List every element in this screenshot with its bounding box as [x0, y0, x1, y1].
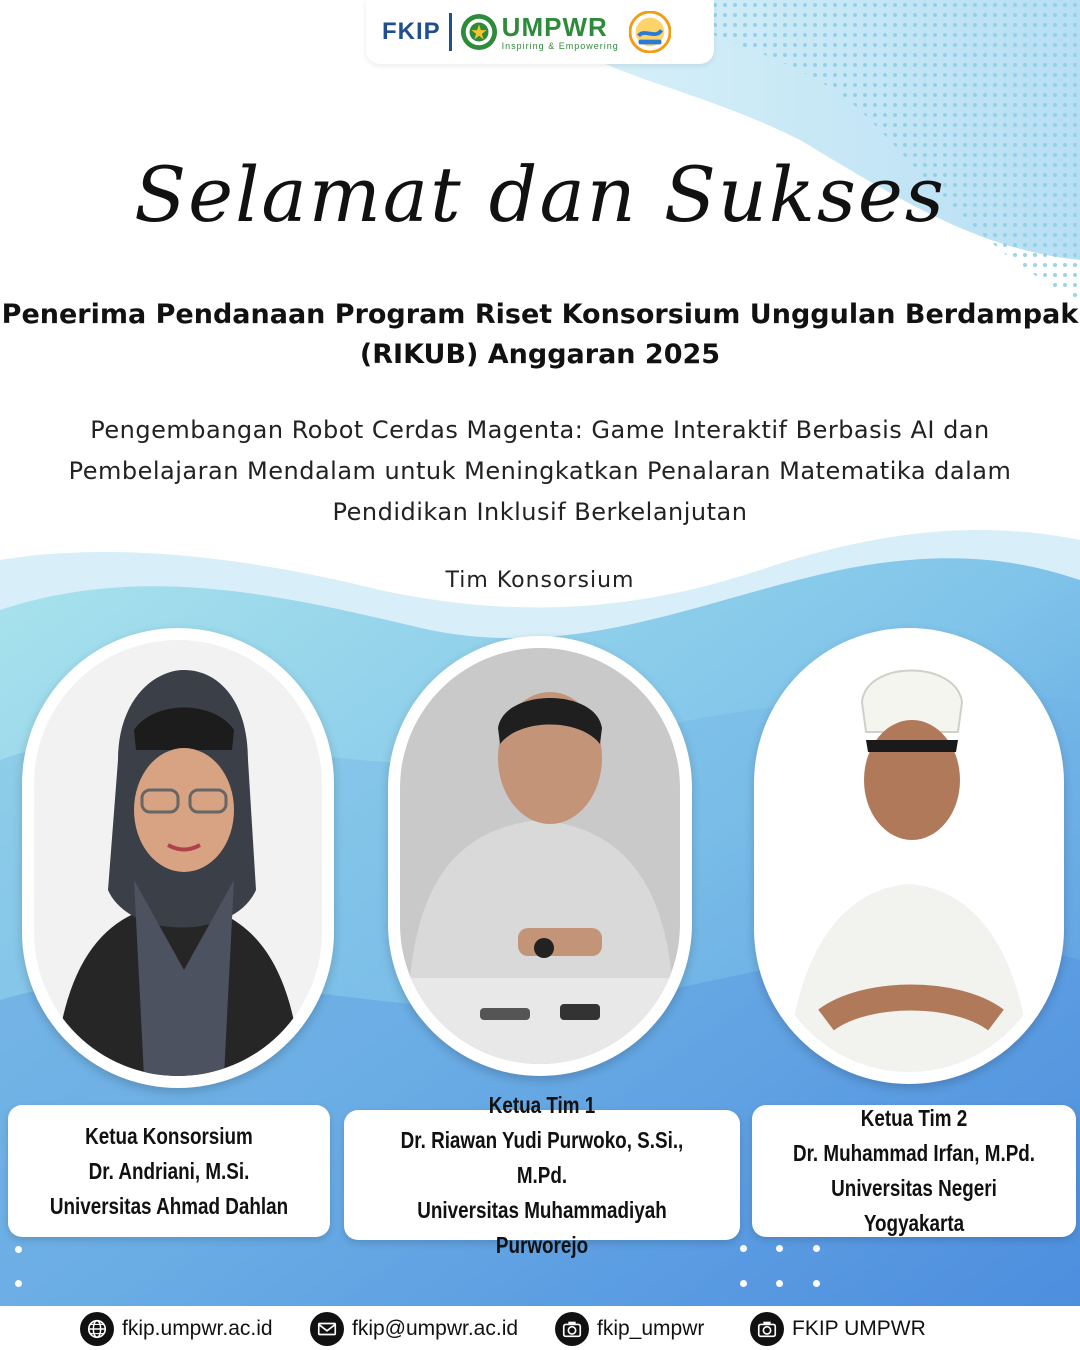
- research-title-line-3: Pendidikan Inklusif Berkelanjutan: [332, 498, 748, 526]
- footer-email[interactable]: [310, 1312, 518, 1346]
- diktisaintek-badge-icon: [629, 11, 671, 53]
- footer-instagram[interactable]: [555, 1312, 704, 1346]
- umpwr-logo-tagline: Inspiring & Empowering: [501, 40, 619, 51]
- decor-dot: [776, 1280, 783, 1287]
- umpwr-logo: [501, 11, 619, 51]
- headline-line-2: (RIKUB) Anggaran 2025: [359, 339, 721, 370]
- member-card-1: [8, 1105, 330, 1237]
- umpwr-logo-name: UMPWR: [501, 11, 608, 42]
- headline-line-1: Penerima Pendanaan Program Riset Konsorsium Unggulan Berdampak: [1, 299, 1079, 330]
- research-title-line-1: Pengembangan Robot Cerdas Magenta: Game Interaktif Berbasis AI dan: [90, 416, 990, 444]
- decor-dot: [813, 1245, 820, 1252]
- member-1-institution: Universitas Ahmad Dahlan: [49, 1192, 289, 1219]
- member-3-institution: Universitas Negeri Yogyakarta: [831, 1175, 997, 1236]
- portrait-irfan-image: [766, 640, 1052, 1072]
- member-card-3: [752, 1105, 1076, 1237]
- decor-dot: [15, 1246, 22, 1253]
- footer-instagram-text: fkip_umpwr: [597, 1317, 705, 1340]
- globe-icon: [80, 1312, 114, 1346]
- member-3-role: Ketua Tim 2: [860, 1105, 968, 1131]
- member-1-role: Ketua Konsorsium: [85, 1122, 253, 1149]
- footer-website[interactable]: [80, 1312, 273, 1346]
- portrait-andriani-image: [34, 640, 322, 1076]
- envelope-icon: [310, 1312, 344, 1346]
- decor-dot: [813, 1280, 820, 1287]
- member-2-institution: Universitas Muhammadiyah Purworejo: [417, 1196, 667, 1258]
- umpwr-seal-icon: [460, 13, 498, 51]
- fkip-logo-text: FKIP: [382, 18, 441, 45]
- member-2-role: Ketua Tim 1: [488, 1091, 596, 1118]
- greeting-title: Selamat dan Sukses: [134, 150, 946, 239]
- footer-social-text: FKIP UMPWR: [792, 1317, 926, 1340]
- decor-dot: [740, 1280, 747, 1287]
- camera-icon: [750, 1312, 784, 1346]
- member-3-name: Dr. Muhammad Irfan, M.Pd.: [792, 1140, 1036, 1166]
- member-photo-2: [388, 636, 692, 1076]
- member-2-name: Dr. Riawan Yudi Purwoko, S.Si., M.Pd.: [400, 1126, 684, 1188]
- member-photo-3: [754, 628, 1064, 1084]
- decor-dot: [15, 1280, 22, 1287]
- team-label: Tim Konsorsium: [445, 568, 635, 593]
- logo-divider: [449, 13, 452, 51]
- decor-dot: [776, 1245, 783, 1252]
- header-logo-bar: [366, 0, 714, 64]
- research-title: [10, 410, 1070, 533]
- portrait-riawan-image: [400, 648, 680, 1064]
- camera-icon: [555, 1312, 589, 1346]
- footer-social[interactable]: [750, 1312, 926, 1346]
- footer-website-text: fkip.umpwr.ac.id: [122, 1317, 273, 1340]
- member-card-2: [344, 1091, 740, 1258]
- member-1-name: Dr. Andriani, M.Si.: [88, 1157, 250, 1184]
- research-title-line-2: Pembelajaran Mendalam untuk Meningkatkan Penalaran Matematika dalam: [68, 457, 1012, 485]
- footer-contact-bar: [0, 1306, 1080, 1350]
- headline: [0, 295, 1080, 375]
- member-photo-1: [22, 628, 334, 1088]
- decor-dot: [740, 1245, 747, 1252]
- footer-email-text: fkip@umpwr.ac.id: [352, 1317, 519, 1340]
